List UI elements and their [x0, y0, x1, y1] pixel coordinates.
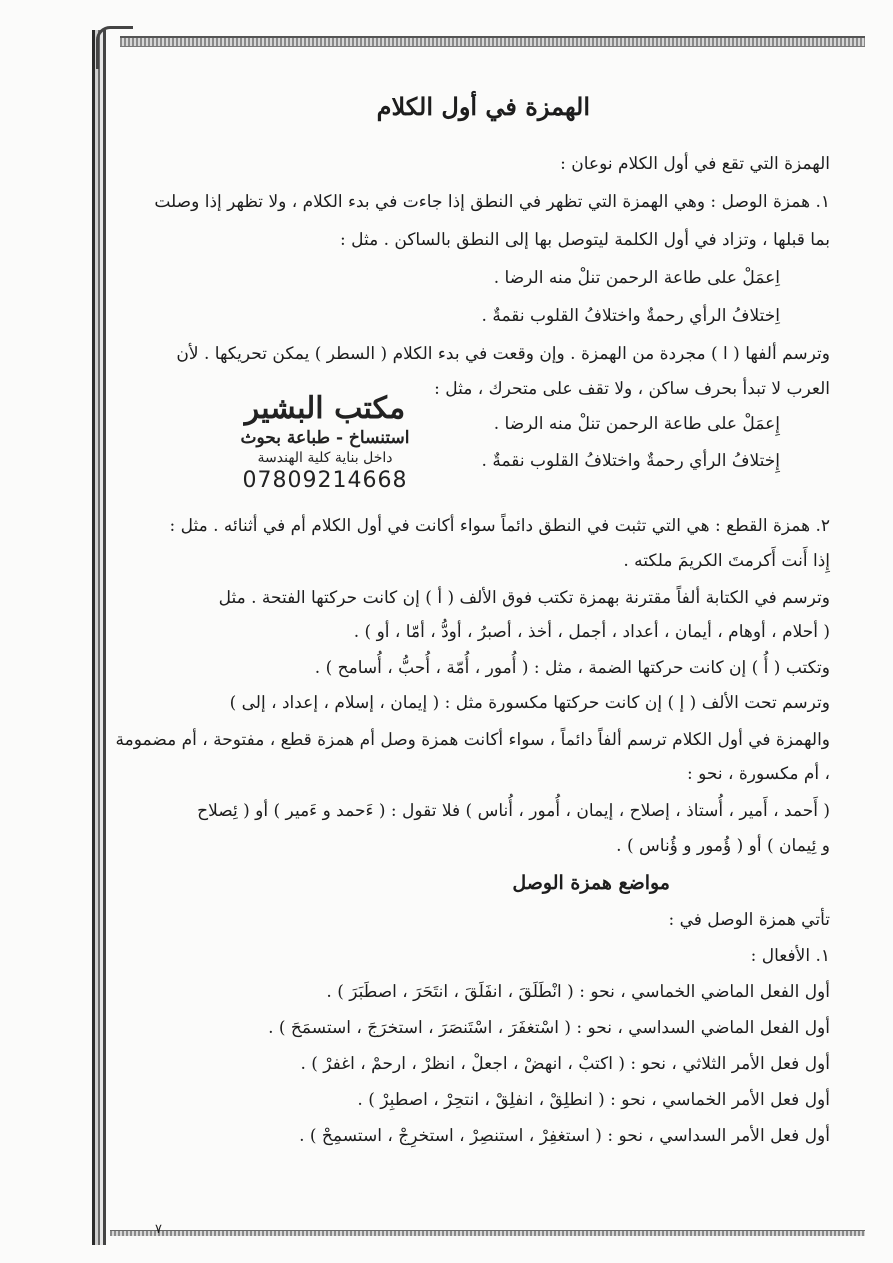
example-line: اِعمَلْ على طاعة الرحمن تنلْ منه الرضا . — [493, 268, 780, 288]
text-line: وترسم في الكتابة ألفاً مقترنة بهمزة تكتب فوق الألف ( أ ) إن كانت حركتها الفتحة . مثل — [218, 588, 830, 608]
text-line: العرب لا تبدأ بحرف ساكن ، ولا تقف على متحرك ، مثل : — [434, 379, 830, 399]
stamp-service: استنساخ - طباعة بحوث — [240, 427, 410, 448]
text-line: ٢. همزة القطع : هي التي تثبت في النطق دائماً سواء أكانت في أول الكلام أم في أثنائه . مثل : — [169, 516, 830, 536]
text-line: و ئِيمان ) أو ( ؤُمور و ؤُناس ) . — [616, 836, 830, 856]
text-line: ( أحلام ، أوهام ، أيمان ، أعداد ، أجمل ، أخذ ، أصبرُ ، أودُّ ، أمّا ، أو ) . — [353, 622, 830, 642]
text-line: أول الفعل الماضي الخماسي ، نحو : ( انْطَلَقَ ، انفَلَقَ ، انتَحَرَ ، اصطَبَرَ ) . — [326, 982, 830, 1002]
text-line: ( أَحمد ، أَمير ، أُستاذ ، إصلاح ، إيمان ، أُمور ، أُناس ) فلا تقول : ( ءَحمد و ءَمير ) أو ( ئِصلاح — [197, 801, 830, 821]
page-number: ٧ — [155, 1222, 162, 1237]
text-line: أول فعل الأمر الثلاثي ، نحو : ( اكتبْ ، انهضْ ، اجعلْ ، انظرْ ، ارحمْ ، اغفرْ ) . — [300, 1054, 830, 1074]
example-line: اِختلافُ الرأي رحمةٌ واختلافُ القلوب نقمةٌ . — [481, 306, 780, 326]
example-line: إِختلافُ الرأي رحمةٌ واختلافُ القلوب نقمةٌ . — [481, 451, 780, 471]
text-line: وترسم تحت الألف ( إ ) إن كانت حركتها مكسورة مثل : ( إيمان ، إسلام ، إعداد ، إلى ) — [229, 693, 830, 713]
stamp-phone: 07809214668 — [242, 467, 408, 493]
shop-stamp — [225, 392, 425, 495]
frame-top-border — [120, 36, 865, 47]
stamp-shop-name: مكتب البشير — [244, 391, 406, 426]
stamp-location: داخل بناية كلية الهندسة — [257, 449, 393, 466]
text-line: وتكتب ( أُ ) إن كانت حركتها الضمة ، مثل : ( أُمور ، أُمّة ، أُحبُّ ، أُسامح ) . — [314, 658, 830, 678]
text-line: ، أم مكسورة ، نحو : — [686, 764, 830, 784]
text-line: أول فعل الأمر الخماسي ، نحو : ( انطلِقْ ، انفلِقْ ، انتحِرْ ، اصطبِرْ ) . — [357, 1090, 830, 1110]
text-line: وترسم ألفها ( ا ) مجردة من الهمزة . وإن وقعت في بدء الكلام ( السطر ) يمكن تحريكها . لأن — [176, 344, 830, 364]
page-title: الهمزة في أول الكلام — [376, 92, 590, 121]
section-subtitle: مواضع همزة الوصل — [512, 872, 670, 894]
frame-corner-ornament — [96, 26, 133, 69]
text-line: بما قبلها ، وتزاد في أول الكلمة ليتوصل بها إلى النطق بالساكن . مثل : — [339, 230, 830, 250]
frame-left-border — [92, 30, 106, 1245]
frame-bottom-border — [110, 1230, 865, 1236]
example-line: إِذا أَنت أَكرمتَ الكريمَ ملكته . — [623, 551, 830, 571]
text-line: تأتي همزة الوصل في : — [668, 910, 830, 930]
text-line: ١. همزة الوصل : وهي الهمزة التي تظهر في النطق إذا جاءت في بدء الكلام ، ولا تظهر إذا وصلت — [154, 192, 830, 212]
text-line: أول فعل الأمر السداسي ، نحو : ( استغفِرْ ، استنصِرْ ، استخرِجْ ، استسمِحْ ) . — [299, 1126, 830, 1146]
text-line: الهمزة التي تقع في أول الكلام نوعان : — [560, 154, 830, 174]
text-line: أول الفعل الماضي السداسي ، نحو : ( اسْتغفَرَ ، اسْتَنصَرَ ، استخرَجَ ، استسمَحَ ) . — [268, 1018, 830, 1038]
text-line: والهمزة في أول الكلام ترسم ألفاً دائماً ، سواء أكانت همزة وصل أم همزة قطع ، مفتوحة ، أم مضمومة — [115, 730, 830, 750]
example-line: إِعمَلْ على طاعة الرحمن تنلْ منه الرضا . — [493, 414, 780, 434]
list-heading: ١. الأفعال : — [750, 946, 830, 966]
